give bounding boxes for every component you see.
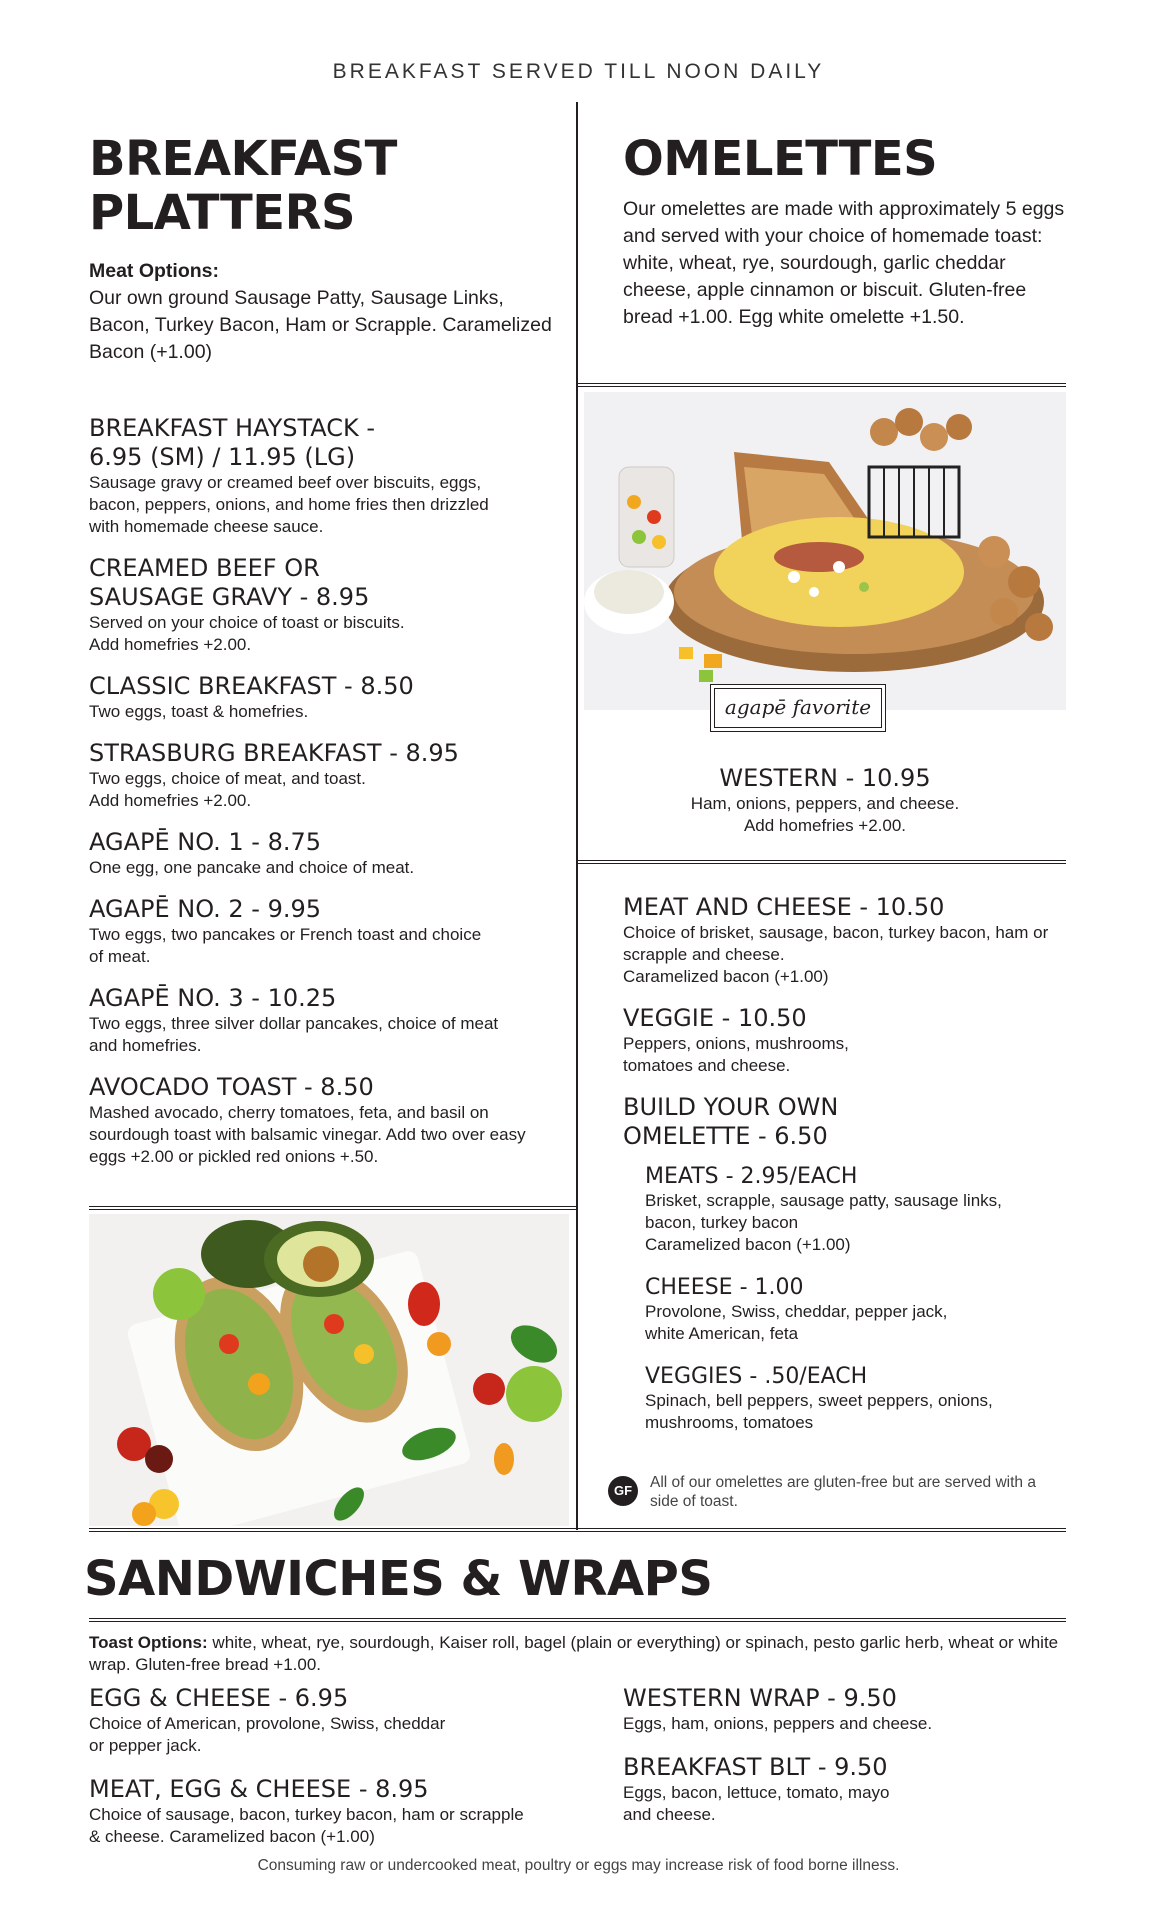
- item-title: STRASBURG BREAKFAST - 8.95: [89, 739, 459, 767]
- menu-item: [89, 672, 569, 723]
- item-description: Two eggs, three silver dollar pancakes, choice of meat and homefries.: [89, 1014, 499, 1055]
- item-title: BUILD YOUR OWN OMELETTE - 6.50: [623, 1093, 839, 1150]
- item-title: MEAT, EGG & CHEESE - 8.95: [89, 1775, 429, 1803]
- item-description: Two eggs, two pancakes or French toast and choice of meat.: [89, 925, 482, 966]
- gluten-free-note: All of our omelettes are gluten-free but are served with a side of toast.: [650, 1474, 1036, 1510]
- build-option: [645, 1163, 1073, 1256]
- breakfast-platters-section: [89, 132, 559, 366]
- item-title: BREAKFAST BLT - 9.50: [623, 1753, 888, 1781]
- item-description: Eggs, ham, onions, peppers and cheese.: [623, 1714, 933, 1733]
- item-title: CREAMED BEEF OR SAUSAGE GRAVY - 8.95: [89, 554, 370, 611]
- option-description: Brisket, scrapple, sausage patty, sausage links, bacon, turkey bacon Caramelized bacon (+1.00): [645, 1191, 1002, 1254]
- menu-item: [89, 1684, 609, 1757]
- meat-options-label: Meat Options:: [89, 260, 219, 282]
- platter-items: [89, 414, 569, 1168]
- sandwich-items-left: [89, 1684, 609, 1848]
- item-description: Ham, onions, peppers, and cheese. Add homefries +2.00.: [690, 794, 960, 835]
- omelette-photo: [584, 392, 1066, 710]
- featured-omelette: [584, 764, 1066, 837]
- omelettes-intro: Our omelettes are made with approximately 5 eggs and served with your choice of homemade toast: white, wheat, rye, sourdough, garlic cheddar cheese, apple cinnamon or biscuit. Gluten-free bread +1.00. Egg white omelette +1.50.: [623, 198, 1065, 328]
- item-title: CLASSIC BREAKFAST - 8.50: [89, 672, 414, 700]
- meat-options-text: Our own ground Sausage Patty, Sausage Links, Bacon, Turkey Bacon, Ham or Scrapple. Caramelized Bacon (+1.00): [89, 287, 552, 363]
- favorite-text: agapē favorite: [714, 688, 882, 728]
- option-description: Spinach, bell peppers, sweet peppers, onions, mushrooms, tomatoes: [645, 1391, 993, 1432]
- item-title: WESTERN WRAP - 9.50: [623, 1684, 897, 1712]
- menu-item: [623, 1684, 1073, 1735]
- menu-item: [89, 414, 569, 538]
- item-title: AVOCADO TOAST - 8.50: [89, 1073, 374, 1101]
- item-title: WESTERN - 10.95: [719, 764, 931, 792]
- service-hours-banner: BREAKFAST SERVED TILL NOON DAILY: [332, 60, 825, 83]
- item-title: AGAPĒ NO. 3 - 10.25: [89, 984, 337, 1012]
- menu-item: [623, 893, 1073, 988]
- item-description: Eggs, bacon, lettuce, tomato, mayo and cheese.: [623, 1783, 890, 1824]
- option-title: CHEESE - 1.00: [645, 1275, 804, 1300]
- item-description: Choice of American, provolone, Swiss, cheddar or pepper jack.: [89, 1714, 446, 1755]
- menu-item: [89, 1073, 569, 1168]
- sandwiches-title: SANDWICHES & WRAPS: [84, 1551, 713, 1607]
- item-title: VEGGIE - 10.50: [623, 1004, 807, 1032]
- item-description: Sausage gravy or creamed beef over biscuits, eggs, bacon, peppers, onions, and home fries then drizzled with homemade cheese sauce.: [89, 473, 489, 536]
- section-rule: [89, 1206, 577, 1210]
- omelette-illustration: [584, 392, 1066, 710]
- menu-item: [89, 739, 569, 812]
- menu-item: [89, 984, 569, 1057]
- menu-item: [89, 895, 569, 968]
- item-title: AGAPĒ NO. 1 - 8.75: [89, 828, 322, 856]
- section-title: [89, 132, 559, 240]
- option-description: Provolone, Swiss, cheddar, pepper jack, white American, feta: [645, 1302, 948, 1343]
- menu-item: [623, 1093, 1073, 1151]
- toast-options-text: white, wheat, rye, sourdough, Kaiser roll, bagel (plain or everything) or spinach, pesto garlic herb, wheat or white wrap. Gluten-free bread +1.00.: [89, 1633, 1059, 1674]
- menu-item: [623, 1753, 1073, 1826]
- omelettes-section: [623, 132, 1073, 331]
- item-title: MEAT AND CHEESE - 10.50: [623, 893, 945, 921]
- item-title: EGG & CHEESE - 6.95: [89, 1684, 349, 1712]
- section-rule: [89, 1618, 1066, 1622]
- meat-options: [89, 258, 559, 366]
- sandwich-items-right: [623, 1684, 1073, 1826]
- title-line: PLATTERS: [89, 185, 356, 241]
- item-description: One egg, one pancake and choice of meat.: [89, 858, 415, 877]
- item-description: Choice of sausage, bacon, turkey bacon, ham or scrapple & cheese. Caramelized bacon (+1.00): [89, 1805, 524, 1846]
- section-title: OMELETTES: [623, 131, 938, 187]
- section-rule: [578, 383, 1066, 387]
- item-description: Mashed avocado, cherry tomatoes, feta, and basil on sourdough toast with balsamic vinegar. Add two over easy eggs +2.00 or pickled red onions +.50.: [89, 1103, 526, 1166]
- option-title: MEATS - 2.95/EACH: [645, 1164, 858, 1189]
- agape-favorite-label: [710, 684, 886, 732]
- avocado-toast-photo: [89, 1214, 569, 1526]
- build-option: [645, 1363, 1073, 1434]
- toast-options: [89, 1632, 1064, 1676]
- option-title: VEGGIES - .50/EACH: [645, 1364, 868, 1389]
- item-description: Served on your choice of toast or biscuits. Add homefries +2.00.: [89, 613, 405, 654]
- item-description: Two eggs, toast & homefries.: [89, 702, 309, 721]
- item-description: Choice of brisket, sausage, bacon, turkey bacon, ham or scrapple and cheese. Caramelized bacon (+1.00): [623, 923, 1049, 986]
- item-description: Peppers, onions, mushrooms, tomatoes and cheese.: [623, 1034, 849, 1075]
- omelette-items: [623, 893, 1073, 1434]
- menu-item: [623, 1004, 1073, 1077]
- menu-item: [89, 554, 569, 656]
- section-rule: [578, 860, 1066, 864]
- item-title: AGAPĒ NO. 2 - 9.95: [89, 895, 322, 923]
- title-line: BREAKFAST: [89, 131, 397, 187]
- item-description: Two eggs, choice of meat, and toast. Add homefries +2.00.: [89, 769, 366, 810]
- item-title: BREAKFAST HAYSTACK - 6.95 (SM) / 11.95 (LG): [89, 414, 376, 471]
- food-safety-disclaimer: Consuming raw or undercooked meat, poultry or eggs may increase risk of food borne illness.: [257, 1857, 900, 1874]
- build-option: [645, 1274, 1073, 1345]
- gluten-free-icon: GF: [608, 1476, 638, 1506]
- toast-options-label: Toast Options:: [89, 1633, 208, 1652]
- avocado-toast-illustration: [89, 1214, 569, 1526]
- section-rule: [89, 1528, 1066, 1532]
- menu-item: [89, 1775, 609, 1848]
- build-options: [623, 1163, 1073, 1434]
- column-divider: [576, 102, 578, 1530]
- menu-item: [89, 828, 569, 879]
